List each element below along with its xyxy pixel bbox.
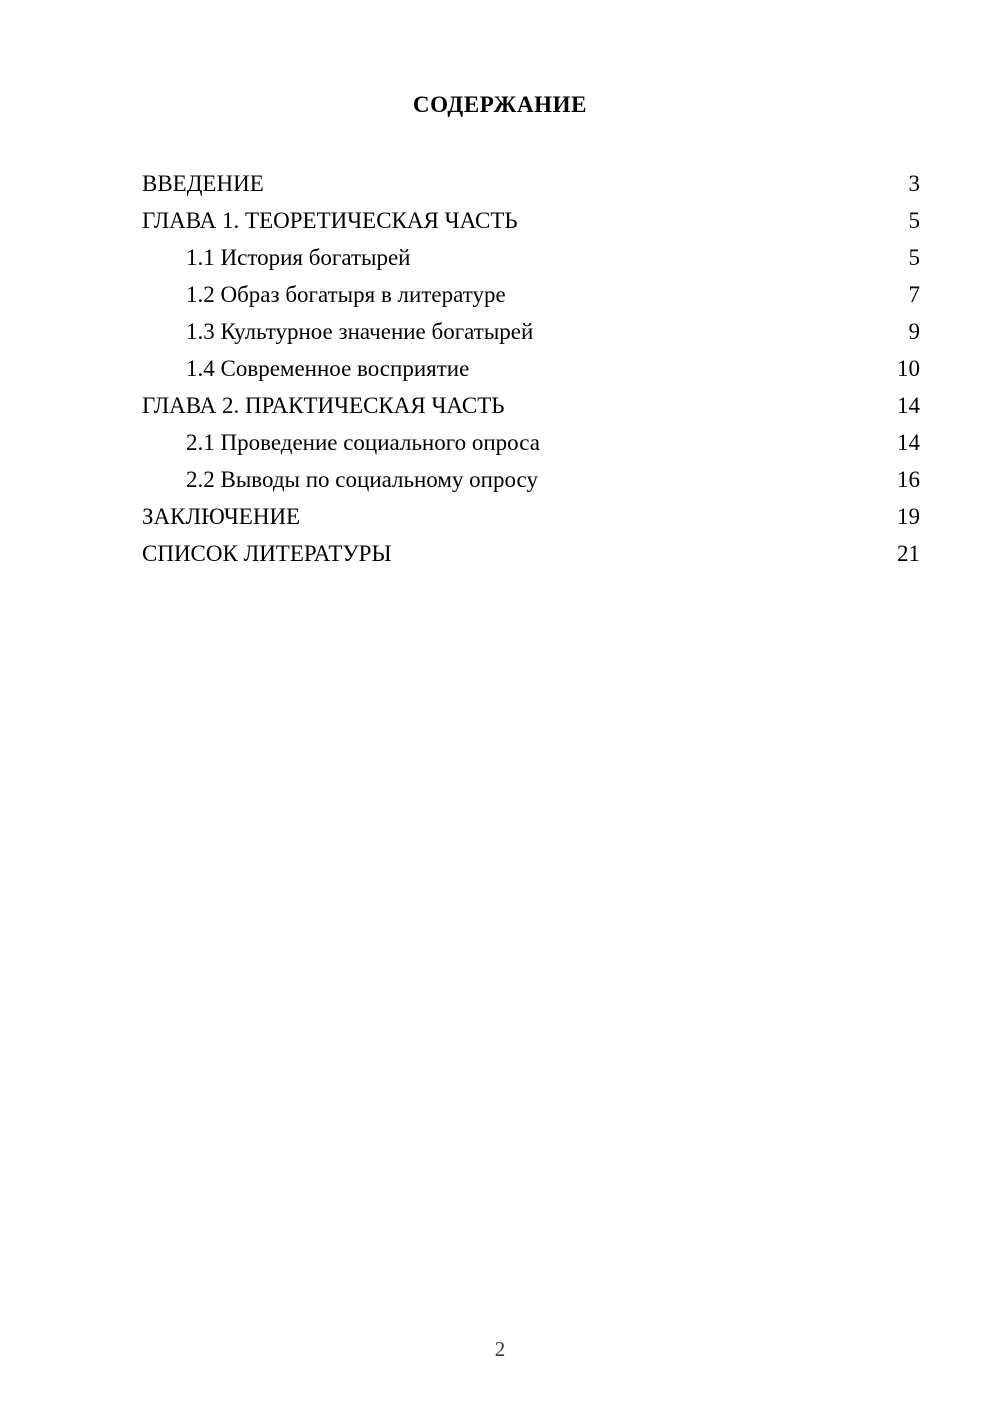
table-of-contents xyxy=(142,165,920,572)
toc-entry-page: 10 xyxy=(897,356,920,381)
toc-entry-page: 21 xyxy=(897,541,920,566)
page-number-footer: 2 xyxy=(494,1337,506,1361)
toc-entry-page: 14 xyxy=(897,430,920,455)
toc-entry-label: ВВЕДЕНИЕ xyxy=(142,171,264,196)
toc-entry[interactable] xyxy=(142,424,920,461)
toc-entry-label: 1.1 История богатырей xyxy=(186,245,411,270)
toc-entry[interactable] xyxy=(142,461,920,498)
toc-entry-label: СПИСОК ЛИТЕРАТУРЫ xyxy=(142,541,392,566)
toc-entry-page: 5 xyxy=(908,245,920,270)
toc-entry[interactable] xyxy=(142,350,920,387)
page-title: СОДЕРЖАНИЕ xyxy=(412,92,588,117)
toc-entry[interactable] xyxy=(142,165,920,202)
toc-entry-label: ГЛАВА 2. ПРАКТИЧЕСКАЯ ЧАСТЬ xyxy=(142,393,505,418)
toc-entry-label: ЗАКЛЮЧЕНИЕ xyxy=(142,504,301,529)
toc-entry-page: 14 xyxy=(897,393,920,418)
toc-entry[interactable] xyxy=(142,276,920,313)
toc-entry[interactable] xyxy=(142,313,920,350)
toc-entry[interactable] xyxy=(142,202,920,239)
toc-entry-page: 19 xyxy=(897,504,920,529)
toc-entry-label: 2.2 Выводы по социальному опросу xyxy=(186,467,538,492)
toc-entry-page: 5 xyxy=(908,208,920,233)
toc-entry[interactable] xyxy=(142,387,920,424)
toc-entry-page: 16 xyxy=(897,467,920,492)
toc-entry-label: 1.2 Образ богатыря в литературе xyxy=(186,282,506,307)
toc-entry-label: ГЛАВА 1. ТЕОРЕТИЧЕСКАЯ ЧАСТЬ xyxy=(142,208,518,233)
toc-entry-page: 7 xyxy=(908,282,920,307)
toc-entry-label: 1.4 Современное восприятие xyxy=(186,356,470,381)
toc-entry-page: 3 xyxy=(908,171,920,196)
toc-entry-page: 9 xyxy=(908,319,920,344)
toc-entry[interactable] xyxy=(142,239,920,276)
toc-entry[interactable] xyxy=(142,535,920,572)
toc-entry-label: 1.3 Культурное значение богатырей xyxy=(186,319,534,344)
toc-entry-label: 2.1 Проведение социального опроса xyxy=(186,430,540,455)
toc-entry[interactable] xyxy=(142,498,920,535)
